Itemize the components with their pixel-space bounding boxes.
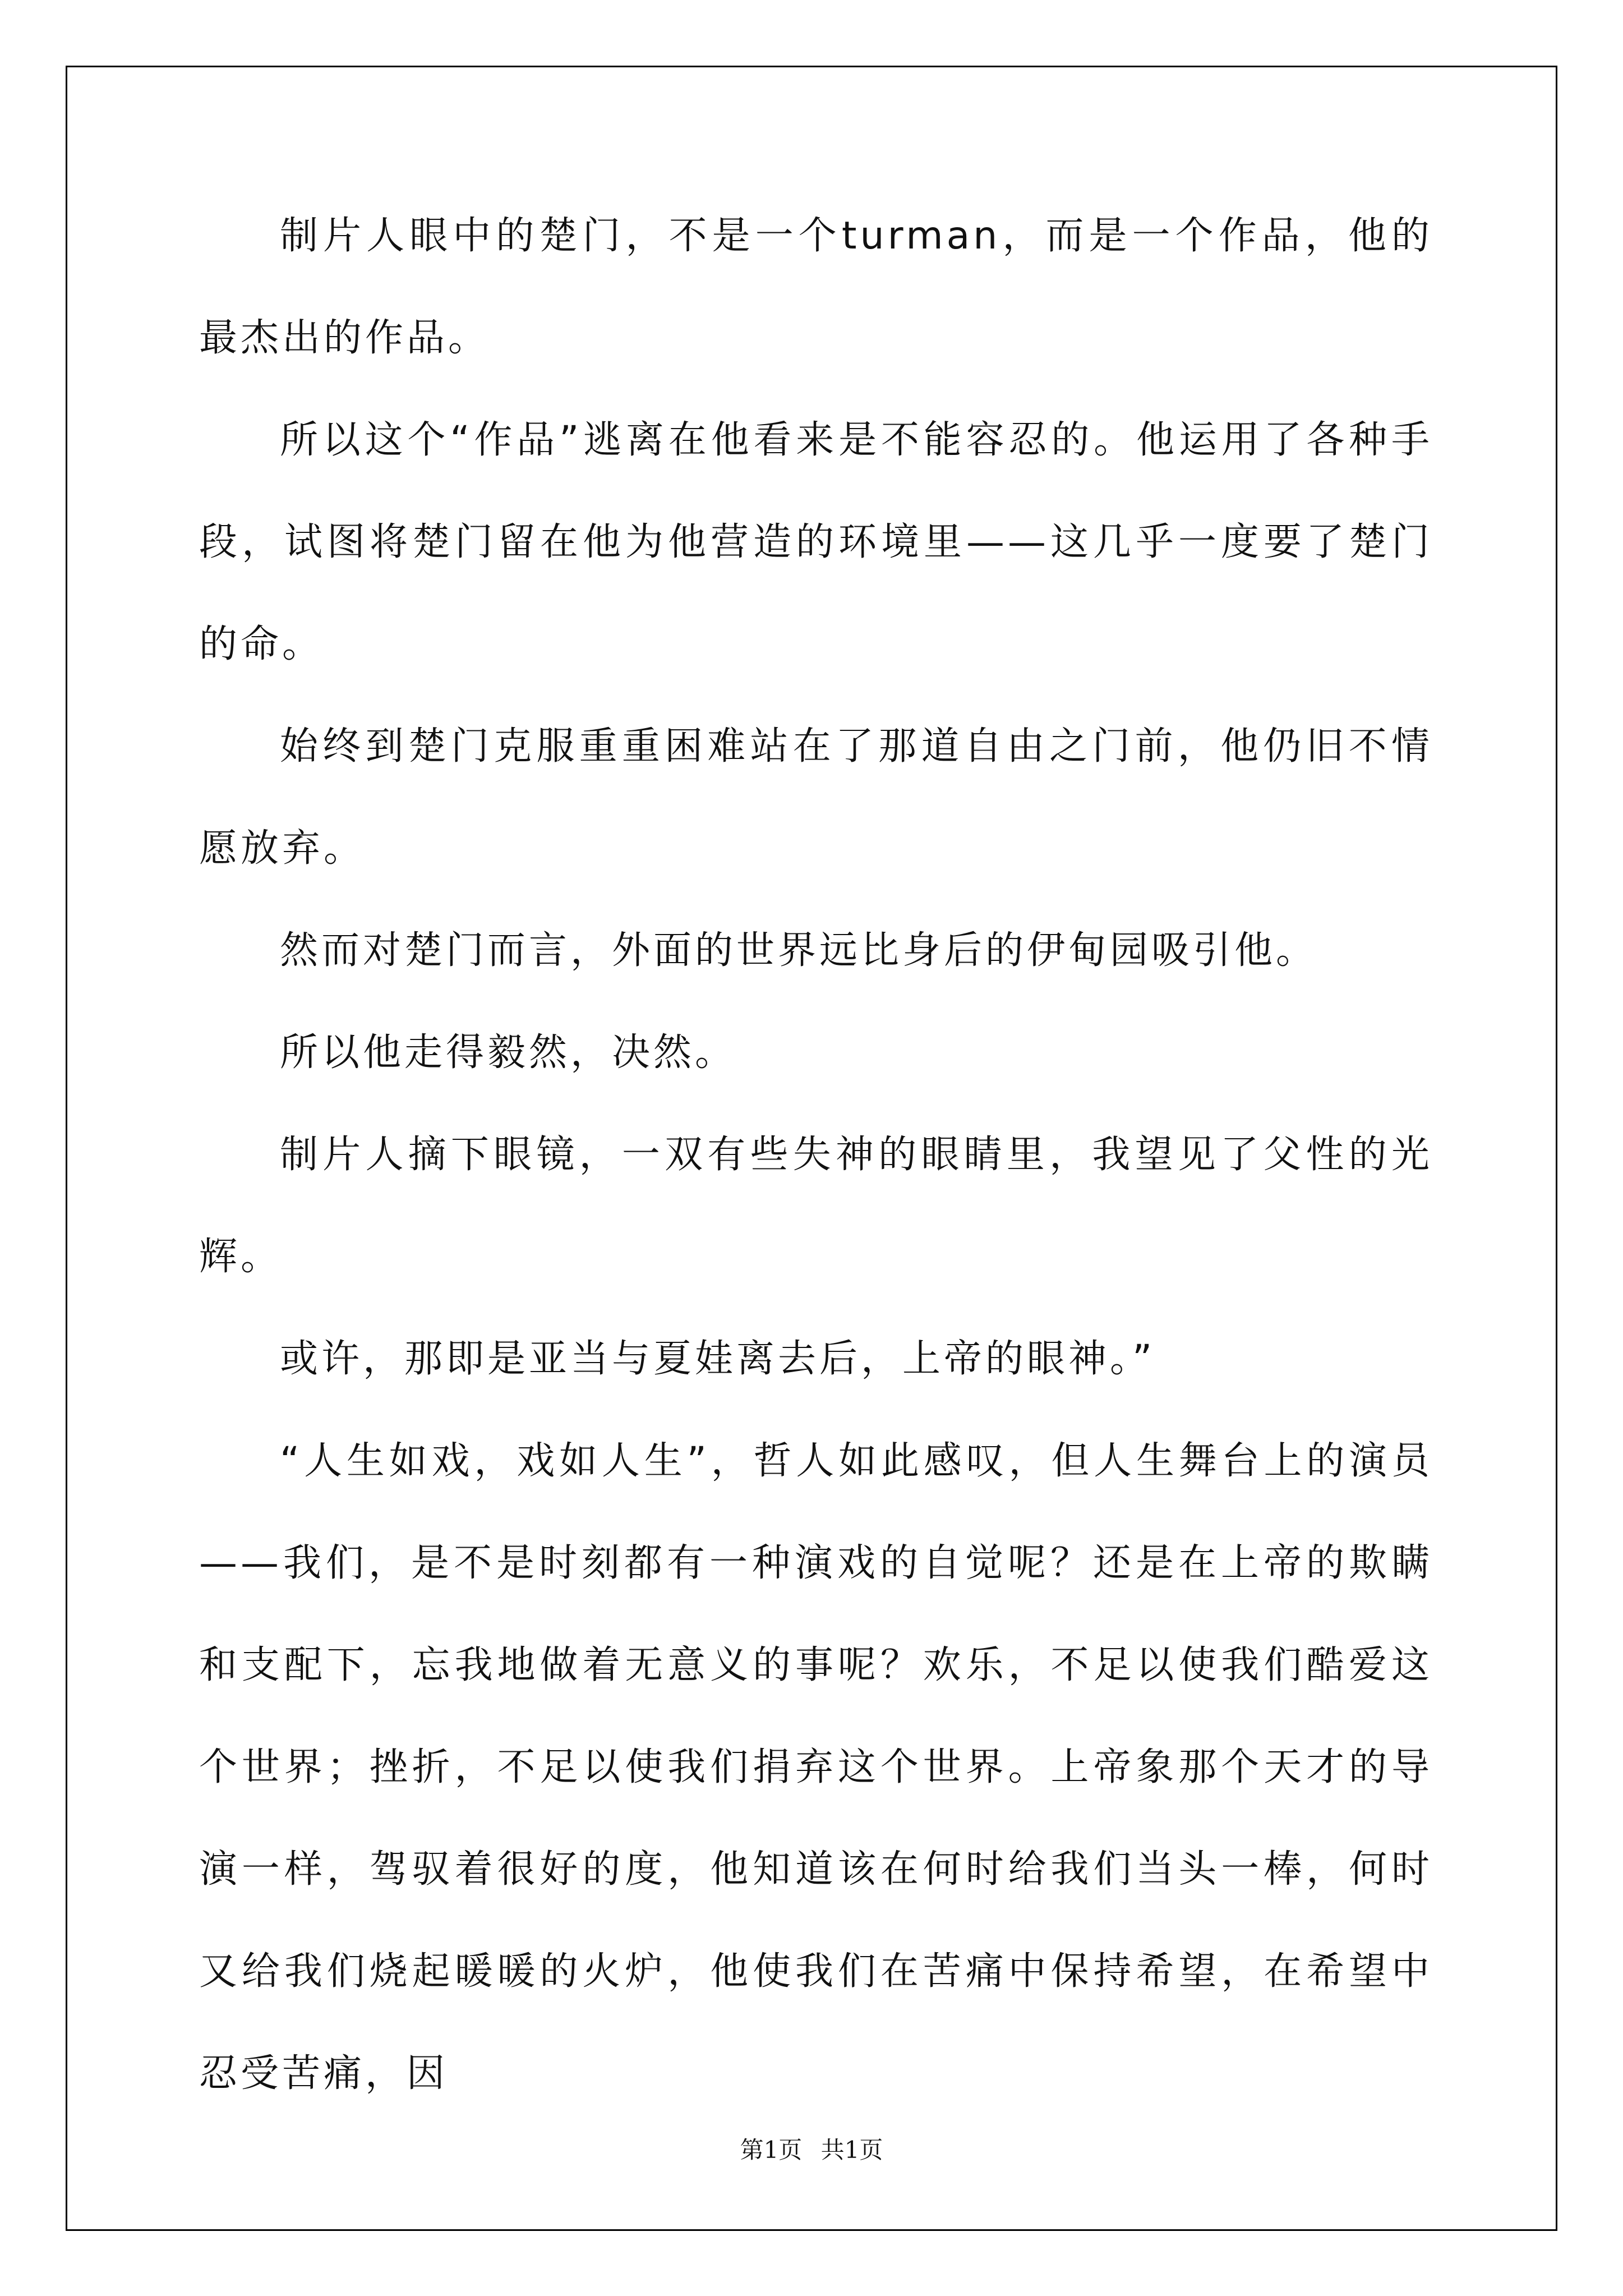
- page-total: 共1页: [820, 2136, 883, 2164]
- document-body: [199, 185, 1433, 2125]
- paragraph: 制片人眼中的楚门，不是一个turman，而是一个作品，他的最杰出的作品。: [199, 214, 1433, 360]
- paragraph: 或许，那即是亚当与夏娃离去后，上帝的眼神。”: [280, 1337, 1156, 1381]
- paragraph: 然而对楚门而言，外面的世界远比身后的伊甸园吸引他。: [280, 928, 1318, 973]
- page-number: 第1页: [740, 2136, 803, 2164]
- paragraph: 始终到楚门克服重重困难站在了那道自由之门前，他仍旧不情愿放弃。: [199, 724, 1433, 871]
- paragraph: 所以他走得毅然，决然。: [280, 1030, 737, 1075]
- paragraph: 所以这个“作品”逃离在他看来是不能容忍的。他运用了各种手段，试图将楚门留在他为他营造的环境里——这几乎一度要了楚门的命。: [199, 418, 1433, 666]
- paragraph: 制片人摘下眼镜，一双有些失神的眼睛里，我望见了父性的光辉。: [199, 1133, 1433, 1279]
- paragraph: “人生如戏，戏如人生”，哲人如此感叹，但人生舞台上的演员——我们，是不是时刻都有一种演戏的自觉呢？还是在上帝的欺瞒和支配下，忘我地做着无意义的事呢？欢乐，不足以使我们酷爱这个世界；挫折，不足以使我们捐弃这个世界。上帝象那个天才的导演一样，驾驭着很好的度，他知道该在何时给我们当头一棒，何时又给我们烧起暖暖的火炉，他使我们在苦痛中保持希望，在希望中忍受苦痛，因: [199, 1439, 1433, 2096]
- page-footer: [0, 2132, 1623, 2165]
